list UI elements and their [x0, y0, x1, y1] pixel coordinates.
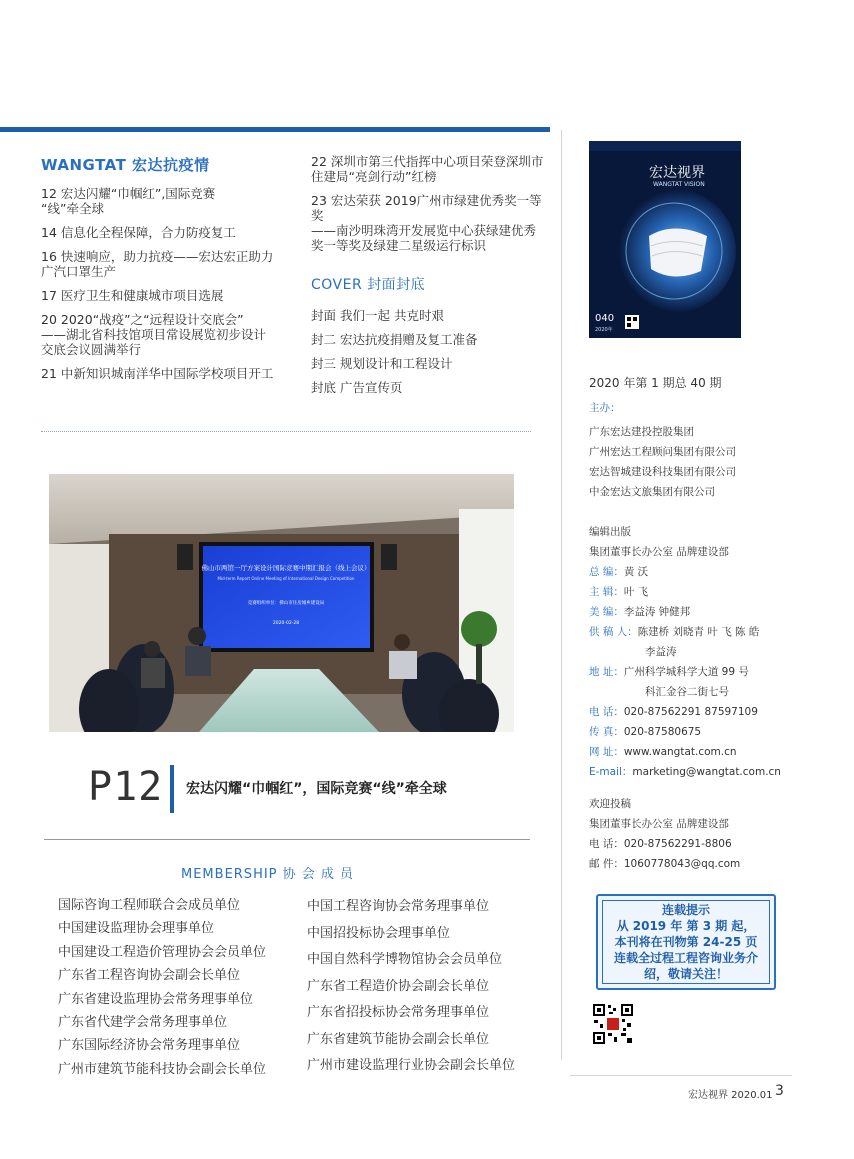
feature-page-label: P12 — [88, 764, 164, 810]
host-item: 宏达智城建设科技集团有限公司 — [589, 466, 736, 478]
membership-item: 广东省工程造价协会副会长单位 — [307, 978, 490, 994]
membership-item: 广州市建筑节能科技协会副会长单位 — [58, 1061, 267, 1077]
staff-label: 传 真： — [589, 726, 624, 738]
membership-title: MEMBERSHIP 协 会 成 员 — [181, 867, 355, 882]
cover-illustration — [589, 141, 741, 338]
contrib-row-label: 邮 件： — [589, 858, 624, 870]
staff-label: 供 稿 人： — [589, 626, 638, 638]
cover-title-cn: 宏达视界 — [649, 165, 705, 181]
meeting-photo — [49, 474, 514, 732]
cover-item[interactable]: 封底 广告宣传页 — [311, 380, 403, 395]
notice-line: 本刊将在刊物第 24-25 页 — [614, 935, 758, 949]
contrib-row — [589, 854, 740, 874]
staff-row — [589, 602, 781, 622]
staff-value: 李益涛 钟健邦 — [623, 606, 691, 618]
membership-item: 中国工程咨询协会常务理事单位 — [307, 899, 490, 914]
screen-subtitle: Mid-term Report Online Meeting of International Design Competition — [217, 576, 355, 581]
staff-label: 电 话： — [589, 706, 624, 718]
host-label-text: 主办： — [589, 402, 621, 414]
staff-row — [589, 742, 781, 762]
membership-item: 中国自然科学博物馆协会会员单位 — [307, 952, 503, 967]
page-number: 3 — [775, 1083, 784, 1099]
contrib-row-label: 电 话： — [589, 838, 624, 850]
cover-item[interactable]: 封二 宏达抗疫捐赠及复工准备 — [311, 332, 478, 347]
toc-section-title: WANGTAT 宏达抗疫情 — [41, 156, 210, 174]
screen-org: 竞赛组织单位：佛山市住房城乡建设局 — [247, 601, 325, 606]
toc-item[interactable]: 23 宏达荣获 2019广州市绿建优秀奖一等 奖 ——南沙明珠湾开发展览中心获绿建优秀 奖一等奖及绿建二星级运行标识 — [311, 193, 542, 253]
toc-item[interactable]: 14 信息化全程保障，合力防疫复工 — [41, 225, 236, 240]
staff-row — [589, 682, 781, 702]
membership-item: 广东省招投标协会常务理事单位 — [307, 1005, 490, 1020]
staff-value: 李益涛 — [645, 646, 677, 658]
staff-row — [589, 762, 781, 782]
staff-value: 020-87562291 87597109 — [623, 706, 758, 718]
membership-left-list — [58, 894, 298, 1081]
toc-item[interactable]: 22 深圳市第三代指挥中心项目荣登深圳市 住建局“亮剑行动”红榜 — [311, 154, 544, 184]
membership-item: 国际咨询工程师联合会成员单位 — [58, 898, 241, 913]
staff-row — [589, 622, 781, 642]
host-list — [589, 422, 736, 502]
dotted-divider — [41, 431, 531, 432]
notice-line: 连载全过程工程咨询业务介 — [613, 951, 758, 965]
membership-right-list — [307, 894, 537, 1080]
staff-value: 科汇金谷二街七号 — [645, 686, 729, 698]
editing-block — [589, 522, 781, 782]
staff-row — [589, 722, 781, 742]
staff-row — [589, 702, 781, 722]
staff-label: 美 编： — [589, 606, 624, 618]
staff-row — [589, 662, 781, 682]
editing-label: 编辑出版 — [589, 526, 631, 538]
staff-value: 020-87580675 — [623, 726, 702, 738]
membership-item: 广东省建筑节能协会副会长单位 — [307, 1031, 490, 1047]
staff-label: 地 址： — [589, 666, 624, 678]
editing-unit: 集团董事长办公室 品牌建设部 — [589, 546, 729, 558]
feature-accent-bar — [170, 765, 174, 813]
cover-item[interactable]: 封面 我们一起 共克时艰 — [311, 308, 444, 323]
contrib-email[interactable]: 1060778043@qq.com — [623, 858, 741, 870]
magazine-cover-thumbnail[interactable] — [589, 141, 741, 338]
host-item: 中金宏达文旅集团有限公司 — [589, 486, 715, 498]
toc-item[interactable]: 16 快速响应，助力抗疫——宏达宏正助力 广汽口罩生产 — [41, 249, 274, 279]
membership-item: 广东省工程咨询协会副会长单位 — [58, 968, 241, 984]
cover-section-title: COVER 封面封底 — [311, 277, 426, 293]
screen-title: 佛山市两馆一厅方案设计国际竞赛中期汇报会（线上会议） — [201, 564, 371, 572]
staff-row — [589, 582, 781, 602]
membership-item: 广东国际经济协会常务理事单位 — [58, 1038, 241, 1054]
contrib-unit: 集团董事长办公室 品牌建设部 — [589, 818, 729, 830]
cover-items — [311, 304, 551, 400]
notice-line: 从 2019 年 第 3 期 起， — [616, 919, 756, 933]
staff-row — [589, 642, 781, 662]
staff-value: 叶 飞 — [623, 586, 649, 598]
footer-magazine: 宏达视界 2020.01 — [688, 1090, 773, 1101]
staff-value: 黄 沃 — [623, 566, 649, 578]
toc-right-list — [311, 154, 551, 262]
notice-line: 绍，敬请关注！ — [643, 967, 728, 981]
staff-label: 网 址： — [589, 746, 624, 758]
toc-left-list — [41, 186, 301, 390]
staff-label: 总 编： — [589, 566, 624, 578]
contrib-phone: 020-87562291-8806 — [623, 838, 732, 850]
footer-rule — [570, 1075, 792, 1076]
membership-item: 广东省建设监理协会常务理事单位 — [58, 991, 254, 1007]
notice-title: 连载提示 — [661, 903, 710, 917]
toc-item[interactable]: 21 中新知识城南洋华中国际学校项目开工 — [41, 366, 274, 381]
cover-issue: 040 — [595, 313, 615, 324]
toc-item[interactable]: 12 宏达闪耀“巾帼红”,国际竞赛 “线”牵全球 — [41, 186, 216, 216]
membership-item: 中国招投标协会理事单位 — [307, 925, 451, 941]
membership-item: 广东省代建学会常务理事单位 — [58, 1015, 228, 1031]
membership-item: 广州市建设监理行业协会副会长单位 — [307, 1058, 516, 1073]
meeting-room-illustration — [49, 474, 514, 732]
host-label — [589, 398, 621, 418]
contrib-row — [589, 834, 740, 854]
membership-item: 中国建设工程造价管理协会会员单位 — [58, 944, 267, 960]
host-item: 广州宏达工程顾问集团有限公司 — [589, 446, 736, 458]
issue-number: 2020 年第 1 期总 40 期 — [589, 376, 722, 390]
section-rule — [44, 839, 530, 840]
feature-headline[interactable]: 宏达闪耀“巾帼红”，国际竞赛“线”牵全球 — [186, 781, 447, 797]
staff-value: 广州科学城科学大道 99 号 — [623, 666, 749, 678]
contrib-label: 欢迎投稿 — [589, 798, 631, 810]
cover-title-en: WANGTAT VISION — [653, 181, 705, 188]
email-link[interactable]: marketing@wangtat.com.cn — [632, 766, 781, 778]
top-blue-bar — [0, 127, 550, 132]
website-link[interactable]: www.wangtat.com.cn — [623, 746, 737, 758]
staff-row — [589, 562, 781, 582]
staff-value: 陈建桥 刘晓青 叶 飞 陈 皓 — [637, 626, 760, 638]
membership-item: 中国建设监理协会理事单位 — [58, 921, 215, 937]
column-divider — [561, 130, 562, 1060]
cover-item[interactable]: 封三 规划设计和工程设计 — [311, 356, 453, 371]
screen-date: 2020-02-28 — [272, 621, 300, 626]
serial-notice-box — [596, 894, 776, 990]
cover-year: 2020年 — [595, 327, 613, 333]
host-item: 广东宏达建投控股集团 — [589, 426, 694, 438]
toc-item[interactable]: 17 医疗卫生和健康城市项目选展 — [41, 288, 224, 303]
qr-code-icon[interactable] — [592, 1003, 634, 1045]
toc-item[interactable]: 20 2020“战疫”之“远程设计交底会” ——湖北省科技馆项目常设展览初步设计 交底会议圆满举行 — [41, 312, 267, 357]
staff-label: 主 辑： — [589, 586, 624, 598]
staff-label: E-mail： — [589, 766, 633, 778]
contrib-block — [589, 794, 740, 874]
